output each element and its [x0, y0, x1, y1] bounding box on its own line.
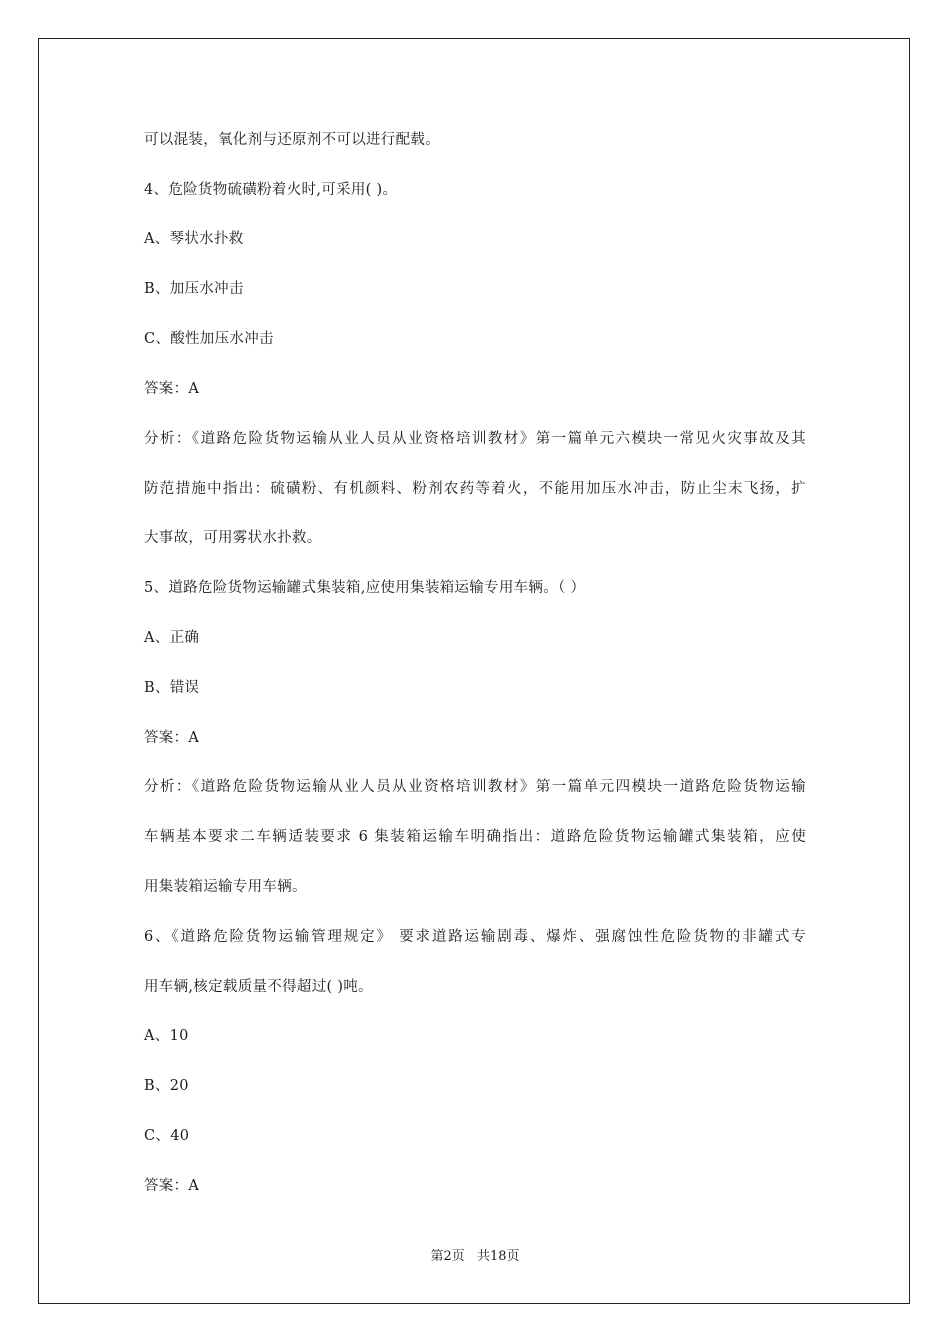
- q5-analysis-line-2: 车辆基本要求二车辆适装要求 6 集装箱运输车明确指出：道路危险货物运输罐式集装箱，应使: [144, 829, 806, 845]
- question-5: 5、道路危险货物运输罐式集装箱,应使用集装箱运输专用车辆。（ ）: [144, 580, 586, 596]
- page-total: 共18页: [476, 1249, 520, 1264]
- q4-answer: 答案：A: [144, 381, 200, 397]
- q6-option-b: B、20: [144, 1078, 189, 1094]
- q5-analysis-line-1: 分析：《道路危险货物运输从业人员从业资格培训教材》第一篇单元四模块一道路危险货物运输: [144, 779, 806, 795]
- q4-analysis-line-2: 防范措施中指出：硫磺粉、有机颜料、粉剂农药等着火，不能用加压水冲击，防止尘末飞扬，扩: [144, 481, 806, 497]
- q4-analysis-line-1: 分析：《道路危险货物运输从业人员从业资格培训教材》第一篇单元六模块一常见火灾事故及其: [144, 431, 806, 447]
- q6-answer: 答案：A: [144, 1178, 200, 1194]
- q5-analysis-line-3: 用集装箱运输专用车辆。: [144, 879, 307, 895]
- q6-option-a: A、10: [144, 1028, 189, 1044]
- page-frame: [38, 38, 910, 1304]
- q5-option-a: A、正确: [144, 630, 200, 646]
- q5-answer: 答案：A: [144, 730, 200, 746]
- q5-option-b: B、错误: [144, 680, 200, 696]
- page-number: 第2页: [430, 1249, 465, 1264]
- q4-option-a: A、琴状水扑救: [144, 231, 244, 247]
- question-6-line-2: 用车辆,核定载质量不得超过( )吨。: [144, 979, 373, 995]
- q4-option-b: B、加压水冲击: [144, 281, 244, 297]
- question-6-line-1: 6、《道路危险货物运输管理规定》 要求道路运输剧毒、爆炸、强腐蚀性危险货物的非罐式专: [144, 929, 806, 945]
- question-4: 4、危险货物硫磺粉着火时,可采用( )。: [144, 182, 398, 198]
- q4-option-c: C、酸性加压水冲击: [144, 331, 274, 347]
- page-footer: [0, 1248, 950, 1266]
- q4-analysis-line-3: 大事故，可用雾状水扑救。: [144, 530, 322, 546]
- q6-option-c: C、40: [144, 1128, 190, 1144]
- text-line-continuation: 可以混装，氧化剂与还原剂不可以进行配载。: [144, 132, 440, 148]
